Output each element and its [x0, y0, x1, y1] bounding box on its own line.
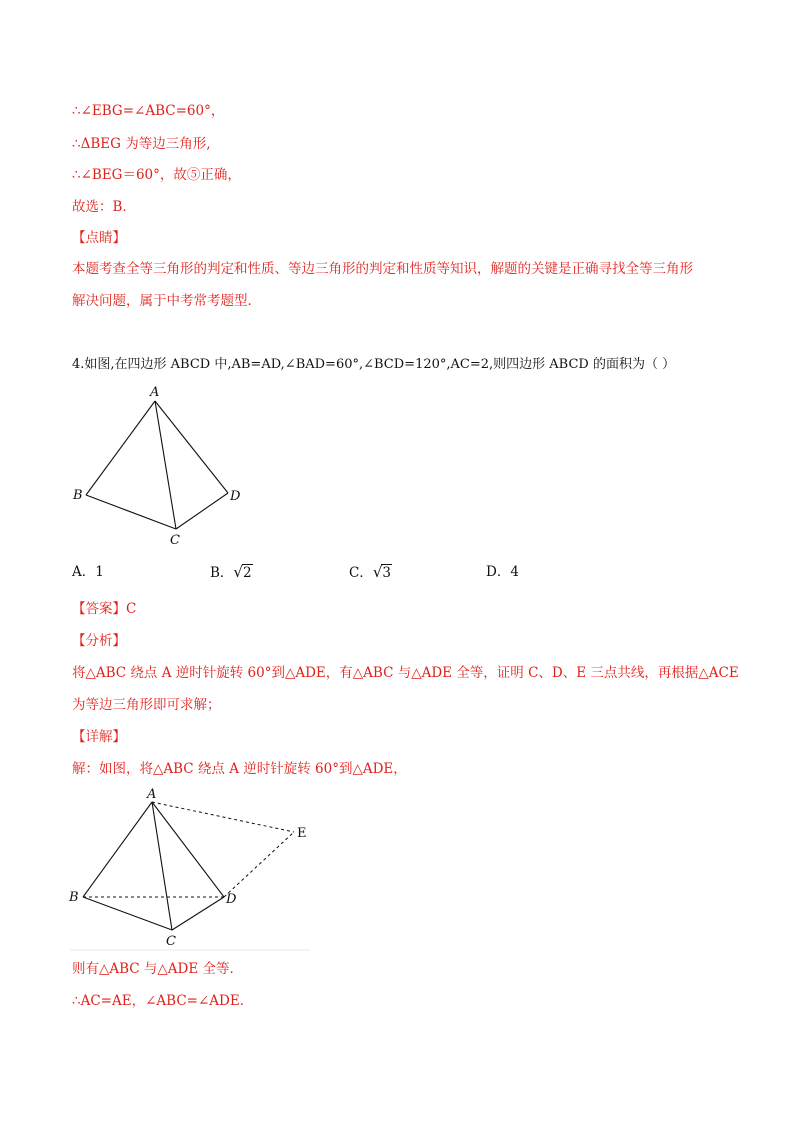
figure-quadrilateral	[60, 378, 260, 548]
comment-text-1: 本题考查全等三角形的判定和性质、等边三角形的判定和性质等知识，解题的关键是正确寻找全等三角形	[72, 261, 693, 277]
option-d: D．4	[486, 564, 519, 580]
solution-line-3: ∴∠BEG＝60°，故⑤正确，	[72, 167, 241, 183]
solution-line-1: ∴∠EBG=∠ABC=60°，	[72, 103, 225, 119]
segment-cd	[176, 493, 228, 529]
option-c-radicand: 3	[382, 565, 391, 581]
option-b	[210, 562, 253, 583]
answer-value: C	[126, 601, 137, 617]
vertex-label-d: D	[230, 489, 241, 504]
segment-bc	[83, 897, 172, 930]
figure-rotation	[60, 782, 320, 952]
vertex-label-b: B	[73, 488, 83, 503]
option-b-radicand: 2	[242, 565, 252, 581]
comment-heading: 【点睛】	[72, 230, 126, 246]
segment-ac	[155, 401, 176, 529]
segment-ab	[86, 401, 155, 495]
vertex-label-e: E	[297, 826, 307, 841]
vertex-label-b: B	[69, 890, 79, 905]
detail-heading: 【详解】	[72, 729, 126, 745]
analysis-heading: 【分析】	[72, 633, 126, 649]
vertex-label-d: D	[226, 892, 237, 907]
question-text: 4.如图,在四边形 ABCD 中,AB=AD,∠BAD=60°,∠BCD=120°,AC=2,则四边形 ABCD 的面积为（ ）	[72, 357, 676, 372]
comment-text-2: 解决问题，属于中考常考题型．	[72, 293, 261, 309]
segment-ad	[155, 401, 228, 493]
segment-ad	[152, 802, 224, 897]
option-a: A．1	[72, 564, 104, 580]
segment-de-dashed	[224, 832, 294, 897]
detail-text-2: 则有△ABC 与△ADE 全等．	[72, 961, 244, 977]
analysis-text-1: 将△ABC 绕点 A 逆时针旋转 60°到△ADE，有△ABC 与△ADE 全等，证明 C、D、E 三点共线，再根据△ACE	[72, 665, 739, 681]
vertex-label-c: C	[170, 533, 180, 548]
sqrt-icon: √	[233, 563, 243, 581]
segment-ab	[83, 802, 152, 897]
answer-label: 【答案】	[72, 601, 126, 617]
vertex-label-a: A	[147, 787, 157, 802]
option-c-prefix: C．	[349, 565, 373, 581]
option-b-prefix: B．	[210, 565, 234, 581]
sqrt-icon: √	[372, 563, 383, 581]
segment-cd	[172, 897, 224, 930]
solution-line-4: 故选：B．	[72, 199, 136, 215]
solution-line-2: ∴ΔBEG 为等边三角形,	[72, 136, 211, 152]
segment-ae-dashed	[152, 802, 294, 832]
answer-line	[72, 599, 136, 619]
analysis-text-2: 为等边三角形即可求解；	[72, 697, 221, 713]
vertex-label-a: A	[150, 385, 160, 400]
detail-text-3: ∴AC=AE，∠ABC=∠ADE．	[72, 993, 254, 1009]
segment-ac	[152, 802, 172, 930]
detail-text-1: 解：如图，将△ABC 绕点 A 逆时针旋转 60°到△ADE，	[72, 761, 407, 777]
segment-bc	[86, 495, 176, 529]
option-c	[349, 562, 392, 583]
vertex-label-c: C	[166, 934, 176, 949]
